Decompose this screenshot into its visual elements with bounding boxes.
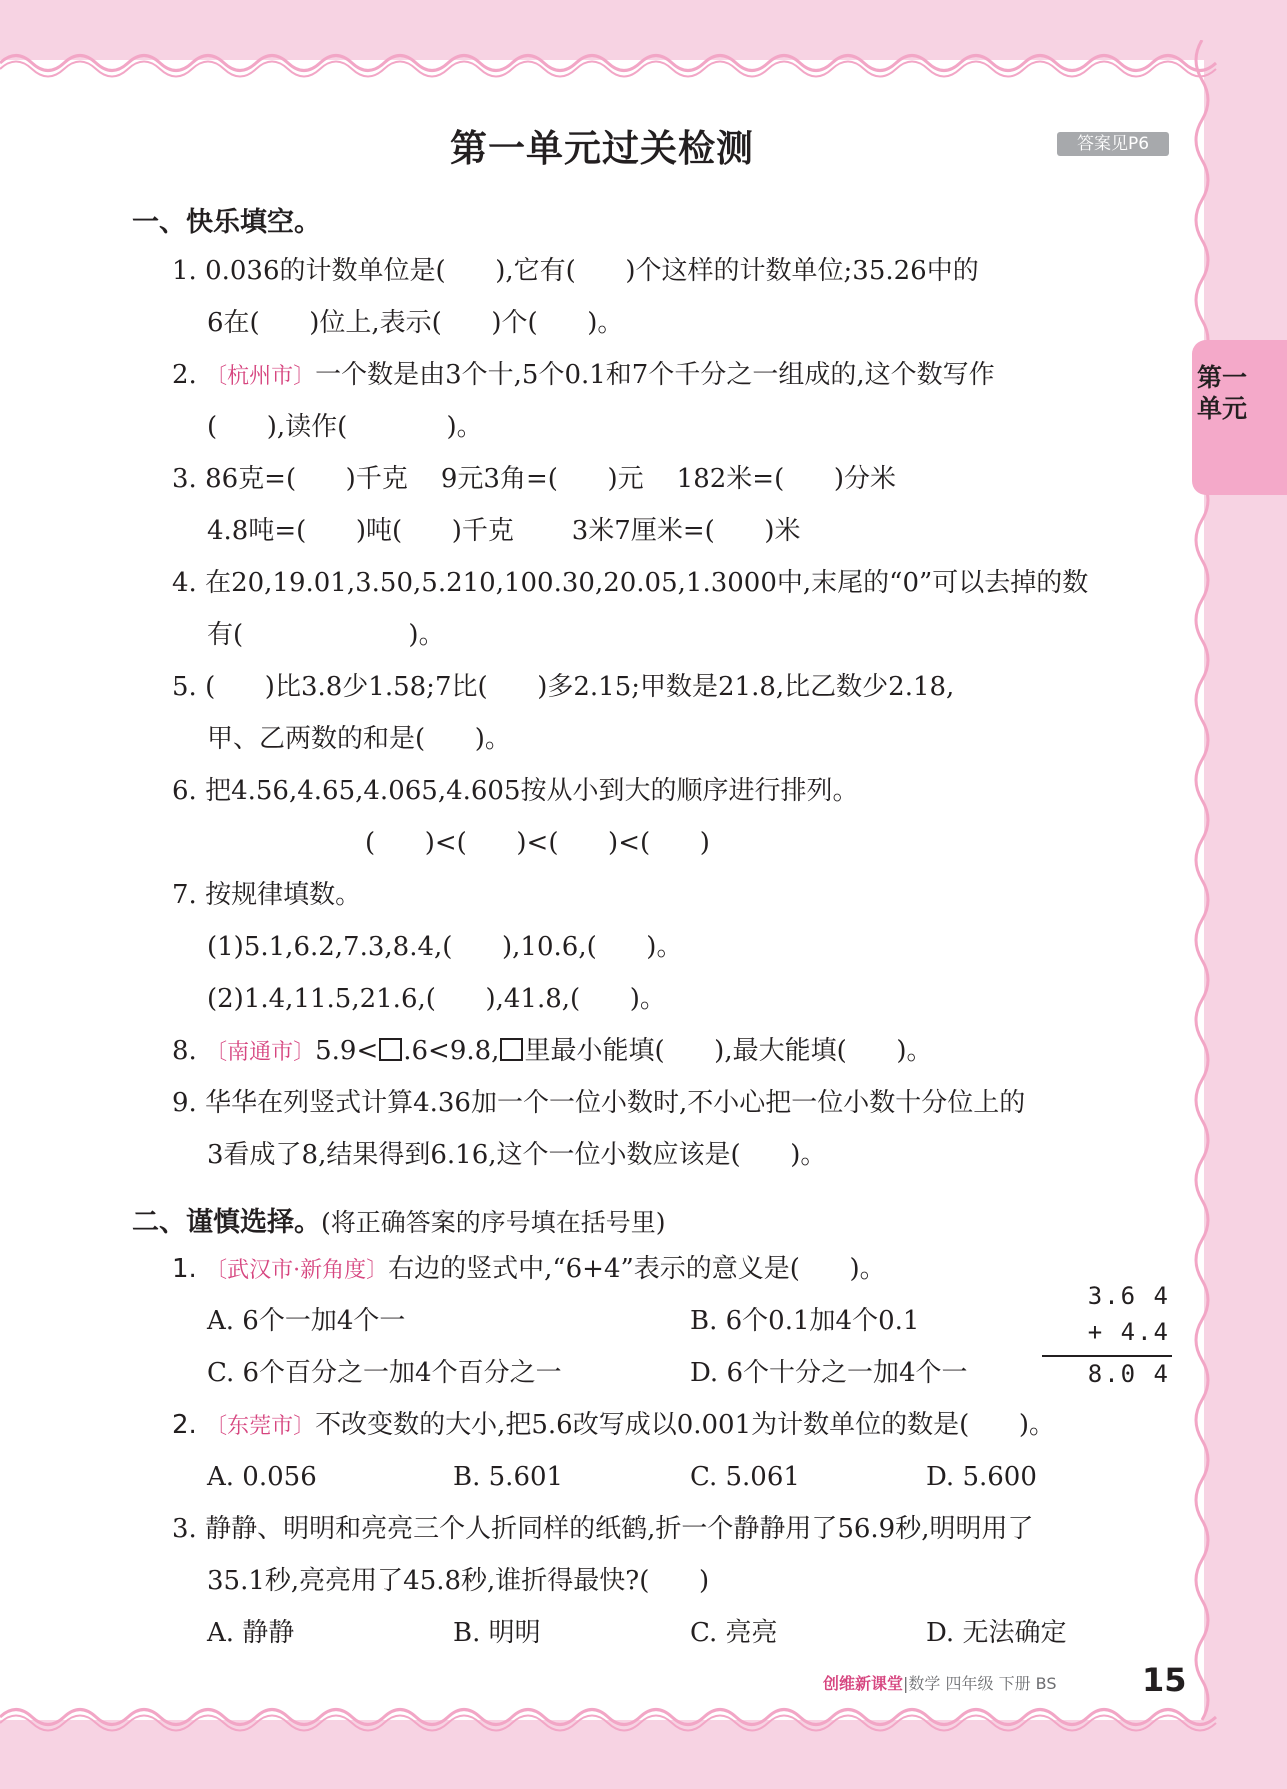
question-4-line-1: 4. 在20,19.01,3.50,5.210,100.30,20.05,1.3000中,末尾的“0”可以去掉的数 [172,568,1089,598]
choice-1-text: 右边的竖式中,“6+4”表示的意义是( )。 [388,1254,886,1284]
choice-2-option-a: A. 0.056 [207,1462,317,1492]
question-2-text: 一个数是由3个十,5个0.1和7个千分之一组成的,这个数写作 [315,360,995,390]
section-2-instruction: (将正确答案的序号填在括号里) [321,1208,666,1237]
question-9-line-1: 9. 华华在列竖式计算4.36加一个一位小数时,不小心把一位小数十分位上的 [172,1088,1026,1118]
question-6-line-1: 6. 把4.56,4.65,4.065,4.605按从小到大的顺序进行排列。 [172,776,859,806]
section-2-title: 二、谨慎选择。 [132,1207,321,1238]
choice-2-option-d: D. 5.600 [926,1462,1037,1492]
page-number: 15 [1142,1661,1187,1699]
vertical-addition [1040,1282,1170,1422]
question-3-line-1: 3. 86克=( )千克 9元3角=( )元 182米=( )分米 [172,464,896,494]
page-footer [823,1671,1057,1694]
question-1-line-2: 6在( )位上,表示( )个( )。 [207,308,624,338]
choice-1-option-a: A. 6个一加4个一 [207,1306,406,1336]
question-8-text-c: 里最小能填( ),最大能填( )。 [524,1036,933,1066]
top-wave-border [0,48,1287,78]
question-2-number: 2. [172,360,206,390]
question-4-line-2: 有( )。 [207,620,445,650]
choice-1-option-b: B. 6个0.1加4个0.1 [690,1306,920,1336]
vertical-addition-rule [1042,1355,1172,1357]
blank-square-icon [500,1038,523,1061]
question-1-line-1: 1. 0.036的计数单位是( ),它有( )个这样的计数单位;35.26中的 [172,256,979,286]
choice-1-option-c: C. 6个百分之一加4个百分之一 [207,1358,562,1388]
question-7-line-1: 7. 按规律填数。 [172,880,362,910]
blank-square-icon [379,1038,402,1061]
question-7-part-1: (1)5.1,6.2,7.3,8.4,( ),10.6,( )。 [207,932,683,962]
choice-3-line-1: 3. 静静、明明和亮亮三个人折同样的纸鹤,折一个静静用了56.9秒,明明用了 [172,1514,1034,1544]
question-3-line-2: 4.8吨=( )吨( )千克 3米7厘米=( )米 [207,516,801,546]
question-7-part-2: (2)1.4,11.5,21.6,( ),41.8,( )。 [207,984,666,1014]
question-8-text-b: .6<9.8, [403,1036,500,1066]
choice-1-question [172,1252,886,1288]
question-8-text-a: 5.9< [315,1036,379,1066]
section-2-heading [132,1200,666,1239]
choice-1-region-tag: 〔武汉市·新角度〕 [205,1258,389,1283]
question-5-line-2: 甲、乙两数的和是( )。 [207,724,511,754]
question-2-line-2: ( ),读作( )。 [207,412,483,442]
bottom-wave-border [0,1705,1287,1735]
choice-1-option-d: D. 6个十分之一加4个一 [690,1358,968,1388]
footer-separator: | [903,1674,909,1693]
question-9-line-2: 3看成了8,结果得到6.16,这个一位小数应该是( )。 [207,1140,827,1170]
vertical-addition-addend-2: + 4.4 [1087,1318,1170,1346]
choice-2-option-c: C. 5.061 [690,1462,800,1492]
choice-2-question [172,1408,1055,1444]
page-title: 第一单元过关检测 [450,127,754,170]
right-wave-border [1190,40,1220,1730]
question-6-answer-blanks: ( )<( )<( )<( ) [365,828,710,858]
question-2-line-1 [172,358,995,394]
question-8-number: 8. [172,1036,206,1066]
vertical-addition-addend-1: 3.6 4 [1087,1282,1170,1310]
section-1-heading: 一、快乐填空。 [132,207,321,238]
choice-3-option-d: D. 无法确定 [926,1618,1067,1648]
vertical-addition-sum: 8.0 4 [1087,1360,1170,1388]
footer-info: 数学 四年级 下册 BS [908,1674,1057,1693]
choice-3-line-2: 35.1秒,亮亮用了45.8秒,谁折得最快?( ) [207,1566,710,1596]
choice-2-number: 2. [172,1410,206,1440]
footer-brand: 创维新课堂 [823,1674,904,1693]
choice-2-option-b: B. 5.601 [453,1462,564,1492]
question-5-line-1: 5. ( )比3.8少1.58;7比( )多2.15;甲数是21.8,比乙数少2.18, [172,672,955,702]
choice-2-region-tag: 〔东莞市〕 [205,1414,316,1439]
choice-3-option-a: A. 静静 [207,1618,295,1648]
choice-3-option-c: C. 亮亮 [690,1618,778,1648]
question-8-region-tag: 〔南通市〕 [205,1040,316,1065]
choice-2-text: 不改变数的大小,把5.6改写成以0.001为计数单位的数是( )。 [315,1410,1056,1440]
choice-3-option-b: B. 明明 [453,1618,541,1648]
unit-side-tab-label: 第一单元 [1196,363,1247,423]
choice-1-number: 1. [172,1254,206,1284]
question-8-line [172,1034,932,1070]
question-2-region-tag: 〔杭州市〕 [205,364,316,389]
answer-reference-badge: 答案见P6 [1057,132,1169,156]
